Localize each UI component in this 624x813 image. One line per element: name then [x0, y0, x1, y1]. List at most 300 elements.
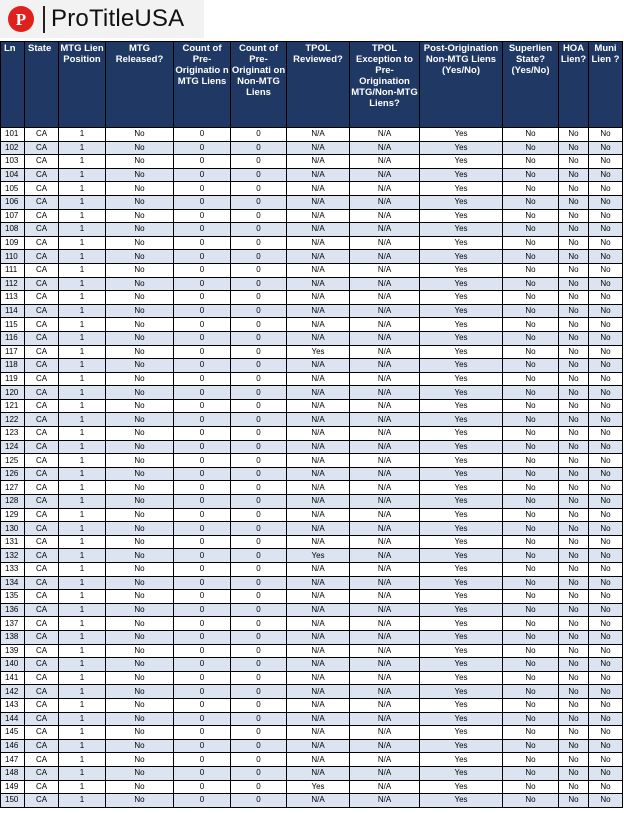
col-tpol-reviewed-cell: N/A	[287, 454, 350, 468]
col-tpol-reviewed-cell: N/A	[287, 698, 350, 712]
col-muni-lien-cell: No	[589, 331, 623, 345]
col-superlien-state-cell: No	[503, 263, 559, 277]
col-mtg-lien-position-cell: 1	[59, 753, 106, 767]
col-mtg-released-cell: No	[106, 195, 174, 209]
col-post-origination-non-mtg-liens-cell: Yes	[420, 658, 503, 672]
col-hoa-lien-cell: No	[559, 236, 589, 250]
col-count-pre-origination-non-mtg-liens-cell: 0	[231, 128, 287, 142]
col-state-cell: CA	[25, 304, 59, 318]
col-state-cell: CA	[25, 563, 59, 577]
col-tpol-exception-cell: N/A	[350, 794, 420, 808]
col-ln-cell: 103	[1, 155, 25, 169]
col-muni-lien-cell: No	[589, 780, 623, 794]
col-count-pre-origination-mtg-liens-header: Count of Pre-Originatio n MTG Liens	[174, 42, 231, 128]
col-count-pre-origination-non-mtg-liens-cell: 0	[231, 535, 287, 549]
col-tpol-exception-cell: N/A	[350, 182, 420, 196]
col-muni-lien-cell: No	[589, 168, 623, 182]
col-count-pre-origination-non-mtg-liens-cell: 0	[231, 331, 287, 345]
table-row	[1, 372, 623, 386]
col-muni-lien-cell: No	[589, 794, 623, 808]
col-mtg-released-cell: No	[106, 481, 174, 495]
col-tpol-exception-cell: N/A	[350, 739, 420, 753]
col-mtg-lien-position-cell: 1	[59, 535, 106, 549]
col-count-pre-origination-non-mtg-liens-cell: 0	[231, 467, 287, 481]
col-tpol-reviewed-cell: N/A	[287, 495, 350, 509]
col-mtg-lien-position-cell: 1	[59, 209, 106, 223]
col-ln-cell: 128	[1, 495, 25, 509]
col-count-pre-origination-mtg-liens-cell: 0	[174, 168, 231, 182]
table-row	[1, 698, 623, 712]
table-row	[1, 535, 623, 549]
col-tpol-exception-cell: N/A	[350, 427, 420, 441]
col-ln-cell: 149	[1, 780, 25, 794]
col-post-origination-non-mtg-liens-cell: Yes	[420, 372, 503, 386]
col-tpol-exception-cell: N/A	[350, 766, 420, 780]
col-tpol-reviewed-cell: N/A	[287, 563, 350, 577]
col-mtg-released-cell: No	[106, 753, 174, 767]
col-tpol-exception-cell: N/A	[350, 223, 420, 237]
col-muni-lien-cell: No	[589, 195, 623, 209]
table-body	[1, 128, 623, 808]
col-muni-lien-cell: No	[589, 386, 623, 400]
col-state-cell: CA	[25, 263, 59, 277]
col-muni-lien-cell: No	[589, 236, 623, 250]
col-count-pre-origination-mtg-liens-cell: 0	[174, 563, 231, 577]
col-tpol-exception-cell: N/A	[350, 345, 420, 359]
col-tpol-exception-cell: N/A	[350, 236, 420, 250]
col-muni-lien-cell: No	[589, 563, 623, 577]
table-row	[1, 331, 623, 345]
col-tpol-reviewed-cell: N/A	[287, 128, 350, 142]
col-post-origination-non-mtg-liens-cell: Yes	[420, 603, 503, 617]
col-muni-lien-cell: No	[589, 590, 623, 604]
col-ln-cell: 145	[1, 726, 25, 740]
col-post-origination-non-mtg-liens-cell: Yes	[420, 454, 503, 468]
col-hoa-lien-cell: No	[559, 726, 589, 740]
col-ln-cell: 107	[1, 209, 25, 223]
col-tpol-exception-cell: N/A	[350, 141, 420, 155]
col-mtg-released-cell: No	[106, 155, 174, 169]
col-hoa-lien-cell: No	[559, 549, 589, 563]
col-tpol-reviewed-cell: N/A	[287, 399, 350, 413]
col-ln-cell: 105	[1, 182, 25, 196]
col-count-pre-origination-mtg-liens-cell: 0	[174, 467, 231, 481]
col-superlien-state-cell: No	[503, 726, 559, 740]
col-count-pre-origination-mtg-liens-cell: 0	[174, 658, 231, 672]
col-muni-lien-cell: No	[589, 359, 623, 373]
col-count-pre-origination-non-mtg-liens-cell: 0	[231, 427, 287, 441]
col-mtg-released-cell: No	[106, 535, 174, 549]
col-post-origination-non-mtg-liens-cell: Yes	[420, 467, 503, 481]
col-mtg-lien-position-cell: 1	[59, 685, 106, 699]
col-post-origination-non-mtg-liens-cell: Yes	[420, 753, 503, 767]
col-mtg-released-cell: No	[106, 168, 174, 182]
col-state-cell: CA	[25, 467, 59, 481]
col-mtg-lien-position-cell: 1	[59, 399, 106, 413]
col-mtg-released-cell: No	[106, 495, 174, 509]
table-row	[1, 522, 623, 536]
col-count-pre-origination-mtg-liens-cell: 0	[174, 644, 231, 658]
col-count-pre-origination-mtg-liens-cell: 0	[174, 685, 231, 699]
col-state-cell: CA	[25, 576, 59, 590]
col-muni-lien-cell: No	[589, 766, 623, 780]
col-count-pre-origination-non-mtg-liens-cell: 0	[231, 440, 287, 454]
col-hoa-lien-cell: No	[559, 712, 589, 726]
col-tpol-exception-cell: N/A	[350, 195, 420, 209]
col-mtg-released-cell: No	[106, 331, 174, 345]
col-muni-lien-cell: No	[589, 495, 623, 509]
table-row	[1, 304, 623, 318]
col-hoa-lien-cell: No	[559, 739, 589, 753]
col-post-origination-non-mtg-liens-cell: Yes	[420, 318, 503, 332]
header-row	[1, 42, 623, 128]
table-row	[1, 726, 623, 740]
col-muni-lien-cell: No	[589, 128, 623, 142]
table-row	[1, 440, 623, 454]
col-muni-lien-cell: No	[589, 508, 623, 522]
col-hoa-lien-cell: No	[559, 671, 589, 685]
col-superlien-state-cell: No	[503, 318, 559, 332]
col-tpol-reviewed-header: TPOL Reviewed?	[287, 42, 350, 128]
col-state-cell: CA	[25, 495, 59, 509]
col-mtg-lien-position-cell: 1	[59, 644, 106, 658]
col-hoa-lien-cell: No	[559, 617, 589, 631]
col-count-pre-origination-non-mtg-liens-cell: 0	[231, 454, 287, 468]
col-state-cell: CA	[25, 698, 59, 712]
col-post-origination-non-mtg-liens-cell: Yes	[420, 726, 503, 740]
col-hoa-lien-cell: No	[559, 685, 589, 699]
col-mtg-released-cell: No	[106, 685, 174, 699]
col-ln-cell: 138	[1, 630, 25, 644]
col-hoa-lien-cell: No	[559, 794, 589, 808]
col-ln-cell: 150	[1, 794, 25, 808]
col-mtg-lien-position-cell: 1	[59, 617, 106, 631]
col-tpol-exception-cell: N/A	[350, 263, 420, 277]
col-tpol-exception-cell: N/A	[350, 467, 420, 481]
col-tpol-reviewed-cell: N/A	[287, 590, 350, 604]
col-mtg-lien-position-cell: 1	[59, 630, 106, 644]
col-mtg-released-cell: No	[106, 318, 174, 332]
col-ln-cell: 109	[1, 236, 25, 250]
col-count-pre-origination-non-mtg-liens-cell: 0	[231, 372, 287, 386]
table-row	[1, 671, 623, 685]
col-tpol-exception-cell: N/A	[350, 155, 420, 169]
col-muni-lien-cell: No	[589, 304, 623, 318]
col-tpol-reviewed-cell: N/A	[287, 304, 350, 318]
col-post-origination-non-mtg-liens-cell: Yes	[420, 168, 503, 182]
col-post-origination-non-mtg-liens-cell: Yes	[420, 399, 503, 413]
col-superlien-state-cell: No	[503, 372, 559, 386]
col-muni-lien-cell: No	[589, 671, 623, 685]
col-tpol-reviewed-cell: Yes	[287, 345, 350, 359]
col-state-cell: CA	[25, 331, 59, 345]
col-state-cell: CA	[25, 535, 59, 549]
col-ln-cell: 111	[1, 263, 25, 277]
col-tpol-reviewed-cell: N/A	[287, 739, 350, 753]
table-row	[1, 467, 623, 481]
col-mtg-lien-position-cell: 1	[59, 794, 106, 808]
table-row	[1, 399, 623, 413]
table-row	[1, 345, 623, 359]
col-tpol-reviewed-cell: N/A	[287, 155, 350, 169]
col-state-cell: CA	[25, 223, 59, 237]
col-muni-lien-cell: No	[589, 535, 623, 549]
col-mtg-lien-position-cell: 1	[59, 359, 106, 373]
col-mtg-lien-position-cell: 1	[59, 195, 106, 209]
col-muni-lien-cell: No	[589, 427, 623, 441]
col-tpol-reviewed-cell: N/A	[287, 223, 350, 237]
col-tpol-reviewed-cell: N/A	[287, 372, 350, 386]
col-count-pre-origination-mtg-liens-cell: 0	[174, 753, 231, 767]
col-tpol-exception-cell: N/A	[350, 128, 420, 142]
table-row	[1, 427, 623, 441]
col-ln-cell: 127	[1, 481, 25, 495]
col-count-pre-origination-mtg-liens-cell: 0	[174, 128, 231, 142]
col-count-pre-origination-non-mtg-liens-cell: 0	[231, 413, 287, 427]
col-count-pre-origination-non-mtg-liens-cell: 0	[231, 291, 287, 305]
col-muni-lien-cell: No	[589, 250, 623, 264]
col-count-pre-origination-mtg-liens-cell: 0	[174, 195, 231, 209]
col-mtg-released-cell: No	[106, 372, 174, 386]
col-state-cell: CA	[25, 128, 59, 142]
col-ln-cell: 122	[1, 413, 25, 427]
col-hoa-lien-cell: No	[559, 658, 589, 672]
table-row	[1, 766, 623, 780]
col-ln-cell: 136	[1, 603, 25, 617]
col-superlien-state-cell: No	[503, 617, 559, 631]
col-tpol-reviewed-cell: N/A	[287, 359, 350, 373]
col-superlien-state-cell: No	[503, 277, 559, 291]
col-mtg-lien-position-cell: 1	[59, 277, 106, 291]
col-muni-lien-cell: No	[589, 658, 623, 672]
col-ln-cell: 132	[1, 549, 25, 563]
col-hoa-lien-cell: No	[559, 141, 589, 155]
col-superlien-state-header: Superlien State? (Yes/No)	[503, 42, 559, 128]
table-row	[1, 658, 623, 672]
col-count-pre-origination-non-mtg-liens-cell: 0	[231, 766, 287, 780]
col-mtg-released-cell: No	[106, 209, 174, 223]
col-state-cell: CA	[25, 590, 59, 604]
table-row	[1, 644, 623, 658]
col-muni-lien-cell: No	[589, 263, 623, 277]
col-state-cell: CA	[25, 250, 59, 264]
col-post-origination-non-mtg-liens-cell: Yes	[420, 794, 503, 808]
col-tpol-exception-cell: N/A	[350, 168, 420, 182]
table-row	[1, 277, 623, 291]
col-state-cell: CA	[25, 359, 59, 373]
col-tpol-reviewed-cell: N/A	[287, 440, 350, 454]
col-tpol-reviewed-cell: N/A	[287, 481, 350, 495]
col-ln-cell: 133	[1, 563, 25, 577]
col-count-pre-origination-non-mtg-liens-cell: 0	[231, 508, 287, 522]
col-state-cell: CA	[25, 685, 59, 699]
table-row	[1, 549, 623, 563]
col-superlien-state-cell: No	[503, 522, 559, 536]
col-tpol-reviewed-cell: N/A	[287, 291, 350, 305]
col-count-pre-origination-mtg-liens-cell: 0	[174, 291, 231, 305]
col-ln-cell: 139	[1, 644, 25, 658]
col-tpol-reviewed-cell: N/A	[287, 427, 350, 441]
col-mtg-released-cell: No	[106, 712, 174, 726]
col-superlien-state-cell: No	[503, 141, 559, 155]
col-post-origination-non-mtg-liens-cell: Yes	[420, 155, 503, 169]
col-count-pre-origination-non-mtg-liens-cell: 0	[231, 155, 287, 169]
col-muni-lien-cell: No	[589, 345, 623, 359]
col-tpol-exception-cell: N/A	[350, 359, 420, 373]
col-tpol-reviewed-cell: N/A	[287, 522, 350, 536]
table-row	[1, 590, 623, 604]
col-superlien-state-cell: No	[503, 698, 559, 712]
col-muni-lien-header: Muni Lien ?	[589, 42, 623, 128]
col-tpol-reviewed-cell: N/A	[287, 576, 350, 590]
col-count-pre-origination-mtg-liens-cell: 0	[174, 345, 231, 359]
table-row	[1, 182, 623, 196]
col-count-pre-origination-non-mtg-liens-cell: 0	[231, 359, 287, 373]
col-count-pre-origination-non-mtg-liens-cell: 0	[231, 318, 287, 332]
col-count-pre-origination-non-mtg-liens-cell: 0	[231, 209, 287, 223]
table-row	[1, 413, 623, 427]
col-ln-cell: 143	[1, 698, 25, 712]
col-count-pre-origination-mtg-liens-cell: 0	[174, 427, 231, 441]
col-count-pre-origination-non-mtg-liens-cell: 0	[231, 223, 287, 237]
col-post-origination-non-mtg-liens-cell: Yes	[420, 712, 503, 726]
col-hoa-lien-cell: No	[559, 563, 589, 577]
col-mtg-released-cell: No	[106, 794, 174, 808]
col-muni-lien-cell: No	[589, 753, 623, 767]
col-mtg-released-cell: No	[106, 141, 174, 155]
col-ln-cell: 106	[1, 195, 25, 209]
col-state-cell: CA	[25, 318, 59, 332]
col-hoa-lien-cell: No	[559, 399, 589, 413]
col-mtg-lien-position-cell: 1	[59, 726, 106, 740]
col-hoa-lien-cell: No	[559, 630, 589, 644]
col-tpol-reviewed-cell: N/A	[287, 794, 350, 808]
col-tpol-reviewed-cell: N/A	[287, 277, 350, 291]
col-post-origination-non-mtg-liens-cell: Yes	[420, 671, 503, 685]
col-tpol-reviewed-cell: N/A	[287, 644, 350, 658]
col-tpol-exception-cell: N/A	[350, 331, 420, 345]
col-mtg-lien-position-cell: 1	[59, 780, 106, 794]
col-muni-lien-cell: No	[589, 399, 623, 413]
col-hoa-lien-cell: No	[559, 128, 589, 142]
col-tpol-exception-cell: N/A	[350, 563, 420, 577]
col-count-pre-origination-non-mtg-liens-cell: 0	[231, 780, 287, 794]
col-state-cell: CA	[25, 508, 59, 522]
table-row	[1, 318, 623, 332]
col-ln-cell: 134	[1, 576, 25, 590]
col-ln-cell: 120	[1, 386, 25, 400]
col-mtg-released-cell: No	[106, 263, 174, 277]
col-mtg-released-cell: No	[106, 617, 174, 631]
col-hoa-lien-cell: No	[559, 413, 589, 427]
col-state-cell: CA	[25, 671, 59, 685]
col-superlien-state-cell: No	[503, 766, 559, 780]
col-superlien-state-cell: No	[503, 195, 559, 209]
table-row	[1, 209, 623, 223]
col-hoa-lien-cell: No	[559, 277, 589, 291]
col-tpol-exception-cell: N/A	[350, 318, 420, 332]
col-count-pre-origination-non-mtg-liens-cell: 0	[231, 712, 287, 726]
col-post-origination-non-mtg-liens-cell: Yes	[420, 182, 503, 196]
col-count-pre-origination-non-mtg-liens-cell: 0	[231, 250, 287, 264]
col-mtg-released-cell: No	[106, 182, 174, 196]
col-mtg-released-cell: No	[106, 766, 174, 780]
col-mtg-released-cell: No	[106, 223, 174, 237]
col-tpol-exception-cell: N/A	[350, 535, 420, 549]
col-state-cell: CA	[25, 794, 59, 808]
col-count-pre-origination-mtg-liens-cell: 0	[174, 263, 231, 277]
col-mtg-lien-position-cell: 1	[59, 291, 106, 305]
col-mtg-lien-position-cell: 1	[59, 413, 106, 427]
col-post-origination-non-mtg-liens-cell: Yes	[420, 685, 503, 699]
col-state-cell: CA	[25, 345, 59, 359]
col-ln-cell: 126	[1, 467, 25, 481]
col-count-pre-origination-mtg-liens-cell: 0	[174, 590, 231, 604]
col-superlien-state-cell: No	[503, 399, 559, 413]
col-muni-lien-cell: No	[589, 617, 623, 631]
col-tpol-reviewed-cell: Yes	[287, 549, 350, 563]
col-post-origination-non-mtg-liens-header: Post-Origination Non-MTG Liens (Yes/No)	[420, 42, 503, 128]
col-post-origination-non-mtg-liens-cell: Yes	[420, 413, 503, 427]
col-mtg-lien-position-cell: 1	[59, 141, 106, 155]
col-muni-lien-cell: No	[589, 603, 623, 617]
col-ln-cell: 104	[1, 168, 25, 182]
col-mtg-lien-position-cell: 1	[59, 236, 106, 250]
col-post-origination-non-mtg-liens-cell: Yes	[420, 345, 503, 359]
col-count-pre-origination-mtg-liens-cell: 0	[174, 318, 231, 332]
col-muni-lien-cell: No	[589, 467, 623, 481]
col-tpol-exception-cell: N/A	[350, 508, 420, 522]
col-muni-lien-cell: No	[589, 630, 623, 644]
col-mtg-lien-position-cell: 1	[59, 318, 106, 332]
col-mtg-released-cell: No	[106, 590, 174, 604]
col-tpol-reviewed-cell: N/A	[287, 141, 350, 155]
col-tpol-reviewed-cell: N/A	[287, 386, 350, 400]
col-ln-cell: 135	[1, 590, 25, 604]
col-superlien-state-cell: No	[503, 223, 559, 237]
table-row	[1, 780, 623, 794]
col-state-cell: CA	[25, 522, 59, 536]
col-mtg-lien-position-cell: 1	[59, 372, 106, 386]
col-state-cell: CA	[25, 658, 59, 672]
col-state-cell: CA	[25, 617, 59, 631]
table-row	[1, 263, 623, 277]
col-mtg-lien-position-cell: 1	[59, 345, 106, 359]
col-muni-lien-cell: No	[589, 644, 623, 658]
col-hoa-lien-cell: No	[559, 168, 589, 182]
col-state-cell: CA	[25, 481, 59, 495]
col-count-pre-origination-mtg-liens-cell: 0	[174, 209, 231, 223]
col-mtg-lien-position-cell: 1	[59, 549, 106, 563]
col-hoa-lien-cell: No	[559, 603, 589, 617]
col-count-pre-origination-mtg-liens-cell: 0	[174, 603, 231, 617]
col-state-cell: CA	[25, 155, 59, 169]
col-ln-cell: 141	[1, 671, 25, 685]
col-count-pre-origination-non-mtg-liens-cell: 0	[231, 236, 287, 250]
col-count-pre-origination-non-mtg-liens-cell: 0	[231, 168, 287, 182]
col-tpol-reviewed-cell: N/A	[287, 331, 350, 345]
col-tpol-exception-cell: N/A	[350, 304, 420, 318]
col-superlien-state-cell: No	[503, 413, 559, 427]
col-superlien-state-cell: No	[503, 535, 559, 549]
col-post-origination-non-mtg-liens-cell: Yes	[420, 236, 503, 250]
col-post-origination-non-mtg-liens-cell: Yes	[420, 739, 503, 753]
col-tpol-exception-cell: N/A	[350, 698, 420, 712]
table-row	[1, 753, 623, 767]
col-count-pre-origination-mtg-liens-cell: 0	[174, 522, 231, 536]
col-superlien-state-cell: No	[503, 508, 559, 522]
col-tpol-reviewed-cell: N/A	[287, 658, 350, 672]
